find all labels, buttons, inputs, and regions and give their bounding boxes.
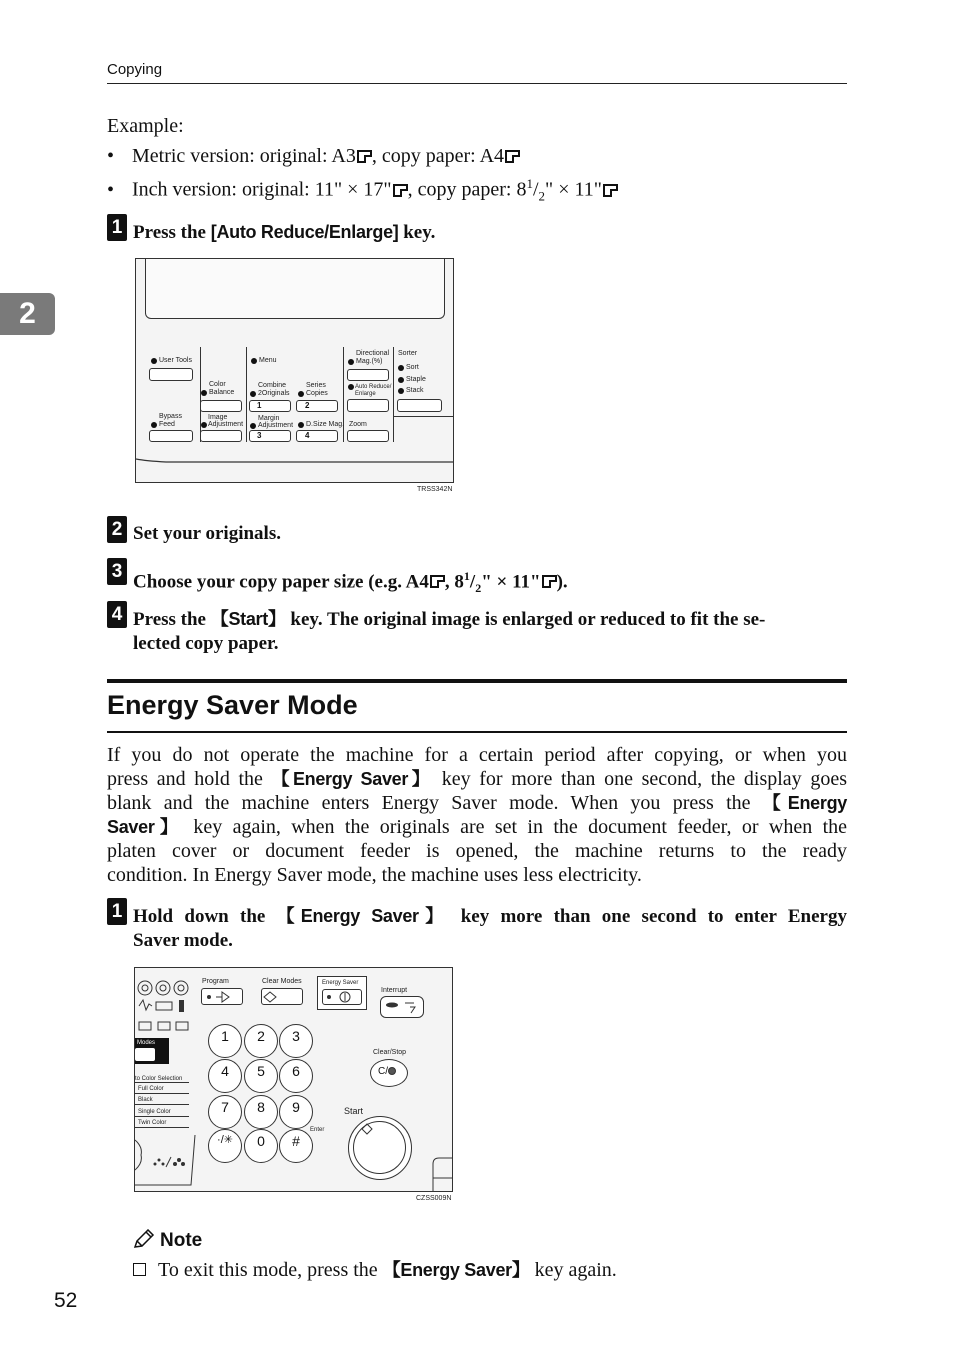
clear-stop-text: C/ bbox=[378, 1066, 388, 1077]
dsize-mag-label: D.Size Mag. bbox=[306, 421, 345, 428]
staple-label: Staple bbox=[406, 376, 426, 383]
key-name: [Auto Reduce/Enlarge] bbox=[210, 222, 399, 242]
key-name: 【Energy Saver】 bbox=[271, 769, 434, 789]
paper-orientation-icon bbox=[357, 150, 372, 163]
image-label: Image bbox=[208, 414, 228, 421]
number-key[interactable]: 5 bbox=[244, 1059, 278, 1093]
indicator-led bbox=[398, 377, 404, 383]
paragraph-line: condition. In Energy Saver mode, the machine uses less electricity. bbox=[107, 864, 642, 886]
indicator-led bbox=[298, 391, 304, 397]
indicator-led bbox=[398, 365, 404, 371]
key-name: 【Energy bbox=[762, 793, 847, 813]
checkbox-icon bbox=[133, 1263, 146, 1276]
key-number: 2 bbox=[305, 401, 310, 410]
interrupt-icon bbox=[381, 997, 423, 1017]
step-text-pre: Hold down the bbox=[133, 906, 277, 927]
interrupt-label: Interrupt bbox=[381, 987, 408, 994]
start-button[interactable] bbox=[348, 1116, 412, 1180]
bypass-feed-button[interactable] bbox=[149, 430, 193, 442]
indicator-led bbox=[348, 384, 354, 390]
bullet-inch-middle: , copy paper: 8 bbox=[407, 178, 527, 201]
running-header: Copying bbox=[107, 61, 163, 78]
interrupt-button[interactable] bbox=[380, 996, 424, 1018]
zoom-label: Zoom bbox=[349, 421, 367, 428]
mode-icons bbox=[136, 976, 192, 1036]
step-text-post: ). bbox=[556, 571, 568, 593]
energy-saver-panel-figure bbox=[134, 967, 453, 1192]
number-key[interactable]: 8 bbox=[244, 1095, 278, 1129]
sorter-button[interactable] bbox=[397, 399, 442, 412]
energy-saver-icon bbox=[323, 990, 361, 1004]
combine-label: Combine bbox=[258, 382, 287, 389]
energy-saver-label: Energy Saver bbox=[322, 980, 359, 986]
sort-label: Sort bbox=[406, 364, 419, 371]
black-label: Black bbox=[138, 1097, 153, 1103]
bullet-inch-text: Inch version: original: 11" × 17" bbox=[132, 178, 392, 201]
stack-label: Stack bbox=[406, 387, 424, 394]
fraction-numerator: 1 bbox=[463, 569, 470, 583]
page-number: 52 bbox=[54, 1289, 78, 1312]
series-label: Series bbox=[306, 382, 326, 389]
combine-button[interactable] bbox=[249, 400, 291, 412]
paragraph-line: platen cover or document feeder is opened, the machine returns to the ready bbox=[107, 840, 847, 862]
user-tools-button[interactable] bbox=[149, 368, 193, 381]
paper-orientation-icon bbox=[505, 150, 520, 163]
balance-label: Balance bbox=[209, 389, 235, 396]
image-adjustment-button[interactable] bbox=[200, 430, 242, 442]
margin-adjustment-label: Adjustment bbox=[258, 422, 294, 429]
fraction-denominator: 2 bbox=[538, 188, 546, 204]
divider bbox=[135, 1082, 189, 1083]
paper-orientation-icon bbox=[430, 575, 445, 588]
key-name: Saver】 bbox=[107, 817, 183, 837]
indicator-led bbox=[398, 388, 404, 394]
divider bbox=[394, 416, 453, 417]
step-number: 4 bbox=[107, 601, 127, 628]
bullet-inch-tail: " × 11" bbox=[545, 178, 602, 201]
color-balance-button[interactable] bbox=[200, 400, 242, 412]
key-number: 4 bbox=[305, 431, 310, 440]
number-key[interactable]: 7 bbox=[208, 1095, 242, 1129]
step-text-post: key more than one second to enter Energy bbox=[449, 906, 847, 927]
step-text-post: key. bbox=[398, 222, 436, 243]
number-key[interactable]: 1 bbox=[208, 1024, 242, 1058]
display-panel bbox=[145, 259, 445, 319]
program-button[interactable] bbox=[201, 988, 243, 1005]
number-key[interactable]: 4 bbox=[208, 1059, 242, 1093]
fraction-denominator: 2 bbox=[475, 581, 482, 596]
dsize-mag-button[interactable] bbox=[296, 430, 338, 442]
mag-label: Mag.(%) bbox=[356, 358, 383, 365]
figure-code: TRSS342N bbox=[417, 486, 453, 493]
note-text-pre: To exit this mode, press the bbox=[158, 1259, 383, 1281]
panel-edge bbox=[136, 449, 453, 482]
enlarge-label: Enlarge bbox=[355, 391, 376, 397]
menu-label: Menu bbox=[259, 357, 277, 364]
clear-stop-label: Clear/Stop bbox=[373, 1049, 407, 1056]
step-4-text bbox=[133, 607, 847, 656]
program-label: Program bbox=[202, 978, 229, 985]
bypass-label: Bypass bbox=[159, 413, 182, 420]
indicator-led bbox=[201, 390, 207, 396]
step-number: 1 bbox=[107, 898, 127, 925]
bullet-metric-middle: , copy paper: A4 bbox=[371, 145, 505, 167]
step-text-mid: , 8 bbox=[444, 571, 464, 593]
example-label: Example: bbox=[107, 115, 184, 137]
number-key[interactable]: 9 bbox=[279, 1095, 313, 1129]
auto-reduce-enlarge-button[interactable] bbox=[347, 399, 389, 412]
paragraph-line: press and hold the bbox=[107, 768, 272, 790]
key-name: 【Start】 bbox=[210, 609, 286, 629]
paper-orientation-icon bbox=[542, 575, 557, 588]
indicator-led bbox=[151, 358, 157, 364]
enter-key[interactable]: # bbox=[279, 1129, 313, 1163]
full-color-label: Full Color bbox=[138, 1086, 164, 1092]
paragraph-line: key for more than one second, the display goes bbox=[433, 768, 847, 790]
single-color-label: Single Color bbox=[138, 1109, 171, 1115]
chapter-tab: 2 bbox=[0, 293, 55, 335]
note-item bbox=[133, 1256, 617, 1282]
step-text-pre: Choose your copy paper size (e.g. A4 bbox=[133, 571, 429, 593]
number-key[interactable]: 6 bbox=[279, 1059, 313, 1093]
step-text-line2: lected copy paper. bbox=[133, 633, 279, 654]
clear-modes-icon bbox=[262, 989, 302, 1004]
indicator-led bbox=[298, 422, 304, 428]
indicator-led bbox=[250, 391, 256, 397]
step-text-post: key. The original image is enlarged or reduced to fit the se- bbox=[285, 609, 766, 630]
step-text-line2: Saver mode. bbox=[133, 930, 233, 951]
paragraph-line: key again, when the originals are set in the document feeder, or when the bbox=[182, 816, 847, 838]
program-icon bbox=[202, 989, 242, 1004]
step-number: 2 bbox=[107, 516, 127, 543]
divider bbox=[135, 1104, 189, 1105]
paper-orientation-icon bbox=[603, 184, 618, 197]
clear-key[interactable]: ·/✳ bbox=[208, 1129, 242, 1163]
modes-button[interactable] bbox=[135, 1048, 155, 1061]
key-name: 【Energy Saver】 bbox=[276, 906, 450, 926]
margin-label: Margin bbox=[258, 415, 280, 422]
clear-stop-button[interactable] bbox=[370, 1059, 408, 1087]
section-paragraph bbox=[107, 743, 847, 887]
paper-orientation-icon bbox=[393, 184, 408, 197]
start-label: Start bbox=[344, 1106, 364, 1116]
number-key[interactable]: 0 bbox=[244, 1129, 278, 1163]
two-originals-label: 2Originals bbox=[258, 390, 290, 397]
paragraph-line: blank and the machine enters Energy Saver mode. When you press the bbox=[107, 792, 763, 814]
fraction-numerator: 1 bbox=[526, 176, 533, 191]
enter-label: Enter bbox=[310, 1127, 325, 1133]
twin-color-label: Twin Color bbox=[138, 1120, 167, 1126]
note-title: Note bbox=[160, 1230, 203, 1251]
number-key[interactable]: 3 bbox=[279, 1024, 313, 1058]
bullet-metric: • Metric version: original: A3 , copy paper: A4 bbox=[107, 145, 520, 168]
series-button[interactable] bbox=[296, 400, 338, 412]
section-title: Energy Saver Mode bbox=[107, 690, 358, 720]
key-number: 3 bbox=[257, 431, 262, 440]
user-tools-label: User Tools bbox=[159, 357, 192, 364]
margin-adjustment-button[interactable] bbox=[249, 430, 291, 442]
auto-reduce-label: Auto Reduce/ bbox=[355, 384, 392, 390]
number-key[interactable]: 2 bbox=[244, 1024, 278, 1058]
copies-label: Copies bbox=[306, 390, 328, 397]
step-text-pre: Press the bbox=[133, 609, 211, 630]
key-number: 1 bbox=[257, 401, 262, 410]
color-mode-icons bbox=[135, 1135, 197, 1190]
header-rule bbox=[107, 83, 847, 84]
section-rule bbox=[107, 731, 847, 733]
figure-code: CZSS009N bbox=[416, 1195, 452, 1202]
paragraph-line: If you do not operate the machine for a certain period after copying, or when you bbox=[107, 744, 847, 766]
indicator-led bbox=[250, 423, 256, 429]
divider bbox=[135, 1093, 189, 1094]
step-number: 3 bbox=[107, 558, 127, 585]
energy-saver-button[interactable] bbox=[322, 989, 362, 1005]
adjustment-label: Adjustment bbox=[208, 421, 244, 428]
modes-label: Modes bbox=[137, 1040, 156, 1046]
color-label: Color bbox=[209, 381, 226, 388]
directional-mag-button[interactable] bbox=[347, 369, 389, 381]
step-3-text bbox=[133, 564, 568, 600]
stop-icon bbox=[388, 1067, 396, 1075]
bullet-inch: • Inch version: original: 11" × 17" , copy paper: $8^1/_2$" × 11" bbox=[107, 176, 618, 205]
divider bbox=[246, 347, 247, 442]
divider bbox=[135, 1127, 189, 1128]
step-2-text: Set your originals. bbox=[133, 523, 281, 544]
divider bbox=[393, 347, 394, 442]
panel-corner bbox=[431, 1156, 453, 1192]
key-name: 【Energy Saver】 bbox=[382, 1260, 530, 1280]
indicator-led bbox=[348, 359, 354, 365]
indicator-led bbox=[151, 422, 157, 428]
sorter-label: Sorter bbox=[398, 350, 418, 357]
indicator-led bbox=[251, 358, 257, 364]
fraction-slash: / bbox=[469, 571, 476, 593]
step-number: 1 bbox=[107, 214, 127, 241]
start-icon bbox=[361, 1123, 373, 1135]
auto-color-label: to Color Selection bbox=[135, 1076, 183, 1082]
clear-modes-button[interactable] bbox=[261, 988, 303, 1005]
control-panel-figure bbox=[135, 258, 454, 483]
bullet-metric-text: Metric version: original: A3 bbox=[132, 145, 356, 167]
step-text-mid2: " × 11" bbox=[481, 571, 541, 593]
indicator-led bbox=[201, 422, 207, 428]
feed-label: Feed bbox=[159, 421, 175, 428]
step-text-pre: Press the bbox=[133, 222, 211, 243]
step-1-text bbox=[133, 220, 435, 245]
energy-saver-step-text bbox=[133, 904, 847, 953]
zoom-button[interactable] bbox=[347, 430, 389, 442]
fraction-slash: / bbox=[532, 178, 539, 201]
directional-label: Directional bbox=[356, 350, 390, 357]
pencil-icon bbox=[133, 1229, 155, 1249]
section-rule bbox=[107, 679, 847, 683]
clear-modes-label: Clear Modes bbox=[262, 978, 302, 985]
note-text-post: key again. bbox=[529, 1259, 617, 1281]
divider bbox=[135, 1116, 189, 1117]
